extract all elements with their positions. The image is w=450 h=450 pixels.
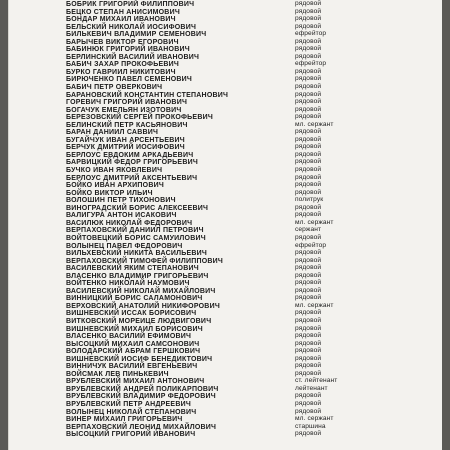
military-rank: политрук: [295, 196, 324, 204]
military-rank: рядовой: [295, 22, 322, 30]
person-name: ВРУБЛЕВСКИЙ ПЕТР АНДРЕЕВИЧ: [66, 398, 192, 408]
military-rank: рядовой: [295, 324, 322, 332]
military-rank: рядовой: [295, 0, 322, 7]
military-rank: старшина: [295, 422, 326, 430]
person-name: БОЙКО ИВАН АРХИПОВИЧ: [66, 180, 165, 190]
military-rank: рядовой: [295, 52, 322, 60]
military-rank: рядовой: [295, 143, 322, 151]
person-name: ВЛАСЕНКО ВАСИЛИЙ ЕФИМОВИЧ: [66, 331, 192, 341]
person-name: ВЛАСЕНКО ВЛАДИМИР ГРИГОРЬЕВИЧ: [66, 270, 209, 280]
military-rank: лейтенант: [295, 384, 328, 392]
military-rank: рядовой: [295, 249, 322, 257]
military-rank: рядовой: [295, 7, 322, 15]
person-name: БИРЮЧЕНКО ПАВЕЛ СЕМЕНОВИЧ: [66, 74, 193, 84]
military-rank: рядовой: [295, 339, 322, 347]
person-name: БАРАН ДАНИИЛ САВВИЧ: [66, 127, 159, 137]
person-name: ВЕРПАХОВСКИЙ ЛЕОНИД МИХАЙЛОВИЧ: [66, 421, 217, 431]
military-rank: рядовой: [295, 430, 322, 438]
person-name: БИЛЬКЕВИЧ ВЛАДИМИР СЕМЕНОВИЧ: [66, 29, 207, 39]
person-name: ВОЛОДАРСКИЙ АБРАМ ГЕРШКОВИЧ: [66, 346, 201, 356]
list-item: [66, 430, 416, 438]
person-name: ВИНЕР МИХАИЛ ГРИГОРЬЕВИЧ: [66, 414, 183, 424]
military-rank: рядовой: [295, 286, 322, 294]
military-rank: рядовой: [295, 362, 322, 370]
person-name: ВАСИЛЕВСКИЙ НИКОЛАЙ МИХАЙЛОВИЧ: [66, 285, 216, 295]
military-rank: рядовой: [295, 173, 322, 181]
military-rank: рядовой: [295, 67, 322, 75]
military-rank: рядовой: [295, 83, 322, 91]
person-name: ВРУБЛЕВСКИЙ МИХАИЛ АНТОНОВИЧ: [66, 376, 205, 386]
person-name: ВОЙТЕНКО НИКОЛАЙ НАУМОВИЧ: [66, 278, 190, 288]
person-name: БАРЫЧЕВ ВИКТОР ЕГОРОВИЧ: [66, 36, 179, 46]
person-name: ВЕРХОВСКИЙ АНАТОЛИЙ НИКИФОРОВИЧ: [66, 300, 220, 310]
military-rank: рядовой: [295, 75, 322, 83]
person-name: БЕРЛОУС ЕВДОКИМ АРКАДЬЕВИЧ: [66, 149, 194, 159]
military-rank: рядовой: [295, 211, 322, 219]
person-name: ВИЛЬХЕВСКИЙ НИКИТА ВАСИЛЬЕВИЧ: [66, 248, 208, 258]
military-rank: сержант: [295, 226, 322, 234]
person-name: БАБИЧ ПЕТР ОВЕРКОВИЧ: [66, 82, 163, 92]
military-rank: рядовой: [295, 354, 322, 362]
military-rank: рядовой: [295, 399, 322, 407]
military-rank: рядовой: [295, 271, 322, 279]
military-rank: рядовой: [295, 166, 322, 174]
military-rank: рядовой: [295, 128, 322, 136]
military-rank: рядовой: [295, 279, 322, 287]
person-name: ВРУБЛЕВСКИЙ ВЛАДИМИР ФЕДОРОВИЧ: [66, 391, 216, 401]
military-rank: рядовой: [295, 135, 322, 143]
military-rank: рядовой: [295, 150, 322, 158]
person-name: ВИШНЕВСКИЙ ИОСИФ БЕНЕДИКТОВИЧ: [66, 353, 213, 363]
military-rank: рядовой: [295, 90, 322, 98]
person-name: ВИТКОВСКИЙ МОРЕИЦЕ ЛЮДВИГОВИЧ: [66, 315, 212, 325]
military-rank: рядовой: [295, 15, 322, 23]
military-rank: рядовой: [295, 392, 322, 400]
person-name: ВАСИЛЕВСКИЙ ЯКИМ СТЕПАНОВИЧ: [66, 263, 199, 273]
person-name: ВИШНЕВСКИЙ ИССАК БОРИСОВИЧ: [66, 308, 197, 318]
military-rank: рядовой: [295, 256, 322, 264]
person-name: БЕРЛИНСКИЙ ВАСИЛИЙ ИВАНОВИЧ: [66, 51, 200, 61]
person-name: ВИННИЦКИЙ БОРИС САЛАМОНОВИЧ: [66, 293, 203, 303]
military-rank: рядовой: [295, 188, 322, 196]
person-name: БОБРИК ГРИГОРИЙ ФИЛИППОВИЧ: [66, 0, 195, 8]
military-rank: рядовой: [295, 203, 322, 211]
military-rank: ефрейтор: [295, 60, 327, 68]
person-name: БАБИНЮК ГРИГОРИЙ ИВАНОВИЧ: [66, 44, 190, 54]
person-name: БЕЛИНСКИЙ ПЕТР КАСЬЯНОВИЧ: [66, 119, 188, 129]
military-rank: ефрейтор: [295, 241, 327, 249]
military-rank: рядовой: [295, 105, 322, 113]
person-name: ВОЙТОВЕЦКИЙ БОРИС САМУИЛОВИЧ: [66, 232, 206, 242]
military-rank: рядовой: [295, 294, 322, 302]
person-name: ВОЛЫНЕЦ НИКОЛАЙ СТЕПАНОВИЧ: [66, 406, 197, 416]
military-rank: рядовой: [295, 181, 322, 189]
person-name: БУЧКО ИВАН ЯКОВЛЕВИЧ: [66, 165, 163, 175]
person-name: БУРКО ГАВРИИЛ НИКИТОВИЧ: [66, 66, 176, 76]
person-name: БАБИЧ ЗАХАР ПРОКОФЬЕВИЧ: [66, 59, 180, 69]
person-name: ВИШНЕВСКИЙ МИХАИЛ БОРИСОВИЧ: [66, 323, 203, 333]
book-page: [8, 0, 442, 450]
person-name: ВЕРПАХОВСКИЙ ДАНИИЛ ПЕТРОВИЧ: [66, 225, 204, 235]
military-rank: рядовой: [295, 347, 322, 355]
military-rank: ефрейтор: [295, 30, 327, 38]
military-rank: рядовой: [295, 309, 322, 317]
person-name: БЕРЕЗОВСКИЙ СЕРГЕЙ ПРОКОФЬЕВИЧ: [66, 112, 213, 122]
person-name: БАРВИЦКИЙ ФЕДОР ГРИГОРЬЕВИЧ: [66, 157, 198, 167]
person-name: ВОЛОШИН ПЕТР ТИХОНОВИЧ: [66, 195, 176, 205]
person-name: БЕРЧУК ДМИТРИЙ ИОСИФОВИЧ: [66, 142, 185, 152]
military-rank: рядовой: [295, 369, 322, 377]
person-name: БУГАЙЧУК ИВАН АРСЕНТЬЕВИЧ: [66, 134, 185, 144]
military-rank: мл. сержант: [295, 218, 334, 226]
person-name: ВАЛИГУРА АНТОН ИСАКОВИЧ: [66, 210, 177, 220]
person-name: ГОРЕВИЧ ГРИГОРИЙ ИВАНОВИЧ: [66, 97, 188, 107]
person-name: БОЙКО ВИКТОР ИЛЬИЧ: [66, 187, 153, 197]
person-name: БАРАНОВСКИЙ КОНСТАНТИН СТЕПАНОВИЧ: [66, 89, 229, 99]
military-rank: рядовой: [295, 407, 322, 415]
person-name: ВЫСОЦКИЙ ГРИГОРИЙ ИВАНОВИЧ: [66, 429, 196, 439]
military-rank: рядовой: [295, 98, 322, 106]
person-name: ВЫСОЦКИЙ МИХАИЛ САМСОНОВИЧ: [66, 338, 200, 348]
military-rank: мл. сержант: [295, 301, 334, 309]
person-name: ВАСИЛЮК НИКОЛАЙ ФЕДОРОВИЧ: [66, 217, 193, 227]
military-rank: рядовой: [295, 332, 322, 340]
military-rank: ст. лейтенант: [295, 377, 338, 385]
person-name: БОГАЧУК ЕМЕЛЬЯН ИЗОТОВИЧ: [66, 104, 182, 114]
person-name: ВИННИЧУК ВАСИЛИЙ ЕВГЕНЬЕВИЧ: [66, 361, 198, 371]
person-name: ВЕРПАХОВСКИЙ ТИМОФЕЙ ФИЛИППОВИЧ: [66, 255, 224, 265]
person-name: БЕЦКО СТЕПАН АНИСИМОВИЧ: [66, 6, 180, 16]
military-rank: рядовой: [295, 113, 322, 121]
person-name: БОНДАР МИХАИЛ ИВАНОВИЧ: [66, 14, 176, 24]
military-rank: рядовой: [295, 264, 322, 272]
person-name: ВИНОГРАДСКИЙ БОРИС АЛЕКСЕЕВИЧ: [66, 202, 209, 212]
person-name: БЕЛЬСКИЙ НИКОЛАЙ ИОСИФОВИЧ: [66, 21, 197, 31]
military-rank: рядовой: [295, 45, 322, 53]
person-name: ВОЛЫНЕЦ ПАВЕЛ ФЕДОРОВИЧ: [66, 240, 183, 250]
person-name: БЕРЛОУС ДМИТРИЙ АКСЕНТЬЕВИЧ: [66, 172, 198, 182]
person-name: ВРУБЛЕВСКИЙ АНДРЕЙ ПОЛИКАРПОВИЧ: [66, 383, 219, 393]
military-rank: рядовой: [295, 316, 322, 324]
military-rank: мл. сержант: [295, 415, 334, 423]
memorial-name-list: [66, 0, 416, 438]
person-name: ВОЙСМАК ЛЕВ ПИНЬКЕВИЧ: [66, 368, 169, 378]
military-rank: рядовой: [295, 158, 322, 166]
military-rank: рядовой: [295, 37, 322, 45]
military-rank: мл. сержант: [295, 120, 334, 128]
military-rank: рядовой: [295, 233, 322, 241]
